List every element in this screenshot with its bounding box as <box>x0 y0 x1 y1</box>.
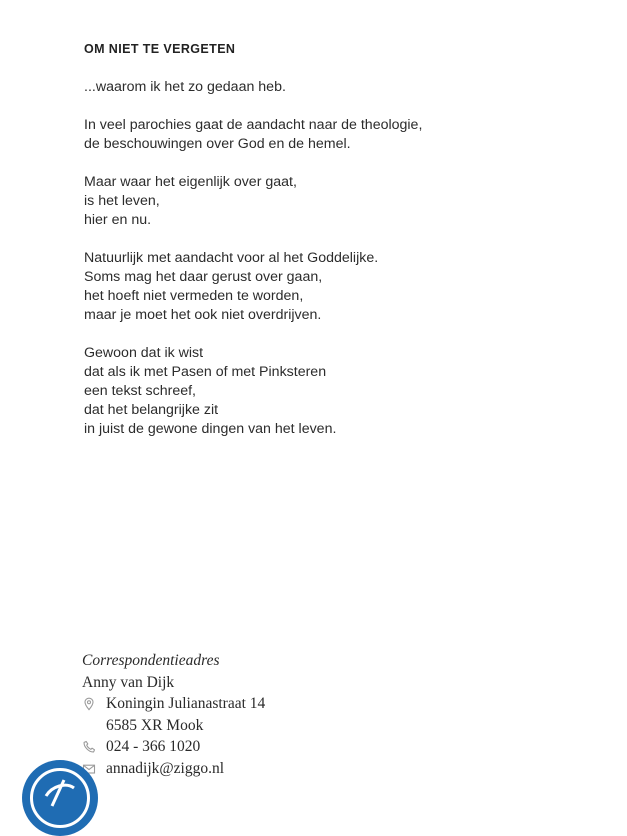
contact-email[interactable]: annadijk@ziggo.nl <box>106 759 225 777</box>
stanza-4 <box>84 249 604 325</box>
contact-phone-row <box>82 736 265 758</box>
phone-icon <box>82 740 96 754</box>
contact-city: 6585 XR Mook <box>106 716 204 734</box>
poem-body <box>84 78 604 458</box>
stanza-1 <box>84 78 604 97</box>
contact-street: Koningin Julianastraat 14 <box>106 695 266 712</box>
location-pin-icon <box>82 697 96 711</box>
contact-address-row <box>82 693 265 715</box>
contact-title: Correspondentieadres <box>82 652 220 669</box>
poem-line: dat als ik met Pasen of met Pinksteren <box>84 364 327 380</box>
poem-line: in juist de gewone dingen van het leven. <box>84 421 337 437</box>
circular-blue-logo <box>22 760 98 836</box>
poem-line: het hoeft niet vermeden te worden, <box>84 288 304 304</box>
poem-line: de beschouwingen over God en de hemel. <box>84 136 351 152</box>
poem-line: een tekst schreef, <box>84 383 196 399</box>
stanza-3 <box>84 173 604 230</box>
poem-line: Maar waar het eigenlijk over gaat, <box>84 174 297 190</box>
contact-phone: 024 - 366 1020 <box>106 738 201 755</box>
poem-line: Soms mag het daar gerust over gaan, <box>84 269 323 285</box>
poem-line: is het leven, <box>84 193 160 209</box>
poem-line: ...waarom ik het zo gedaan heb. <box>84 79 286 95</box>
contact-block <box>82 650 265 779</box>
poem-line: hier en nu. <box>84 212 152 228</box>
poem-line: maar je moet het ook niet overdrijven. <box>84 307 322 323</box>
stanza-5 <box>84 344 604 439</box>
poem-line: In veel parochies gaat de aandacht naar de theologie, <box>84 117 423 133</box>
poem-line: dat het belangrijke zit <box>84 402 219 418</box>
stanza-2 <box>84 116 604 154</box>
contact-name: Anny van Dijk <box>82 673 175 691</box>
poem-line: Gewoon dat ik wist <box>84 345 204 361</box>
logo-mark-icon <box>22 760 98 836</box>
poem-line: Natuurlijk met aandacht voor al het Goddelijke. <box>84 250 379 266</box>
page-heading: OM NIET TE VERGETEN <box>84 42 236 56</box>
contact-email-row <box>82 758 265 780</box>
